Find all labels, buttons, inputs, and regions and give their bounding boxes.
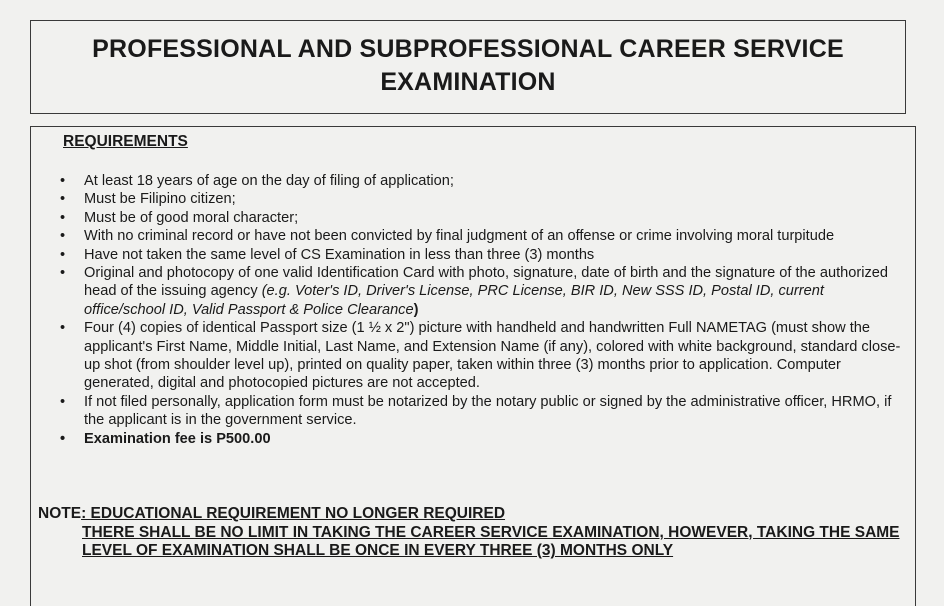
bullet-icon: • (60, 265, 66, 282)
note-label: NOTE (38, 505, 82, 522)
list-item: • Four (4) copies of identical Passport size (1 ½ x 2") picture with handheld and handwritten Full NAMETAG (must show the applicant's First Name, Middle Initial, Last Name, and Extension Name (if any), colored with white background, standard close-up shot (from shoulder level up), printed on quality paper, taken within three (3) months prior to application. Computer generated, digital and photocopied pictures are not accepted. (60, 320, 901, 392)
bullet-icon: • (60, 320, 66, 337)
note-line-1: NOTE: EDUCATIONAL REQUIREMENT NO LONGER REQUIRED (38, 505, 506, 522)
note-line-2: THERE SHALL BE NO LIMIT IN TAKING THE CAREER SERVICE EXAMINATION, HOWEVER, TAKING THE SAME LEVEL OF EXAMINATION SHALL BE ONCE IN EVERY THREE (3) MONTHS ONLY (82, 523, 900, 559)
page-title-line-2: EXAMINATION (380, 68, 556, 96)
page-title-line-1: PROFESSIONAL AND SUBPROFESSIONAL CAREER SERVICE (92, 35, 844, 63)
id-examples: (e.g. Voter's ID, Driver's License, PRC License, BIR ID, New SSS ID, Postal ID, current office/school ID, Valid Passport & Police Clearance (84, 283, 824, 318)
list-item: • Must be of good moral character; (60, 209, 299, 226)
bullet-icon: • (60, 191, 66, 208)
bullet-icon: • (60, 246, 66, 263)
bullet-icon: • (60, 209, 66, 226)
bullet-icon: • (60, 173, 66, 189)
requirements-heading: REQUIREMENTS (63, 133, 188, 150)
list-item: • With no criminal record or have not been convicted by final judgment of an offense or crime involving moral turpitude (60, 228, 835, 245)
list-item: • At least 18 years of age on the day of filing of application; (60, 173, 454, 189)
list-item: • Have not taken the same level of CS Examination in less than three (3) months (60, 246, 595, 263)
list-item-id-card: • Original and photocopy of one valid Identification Card with photo, signature, date of birth and the signature of the authorized head of the issuing agency (e.g. Voter's ID, Driver's License, PRC License, BIR ID, New SSS ID, Postal ID, current office/school ID, Valid Passport & Police Clearance) (60, 265, 888, 318)
bullet-icon: • (60, 393, 66, 410)
list-item: • Must be Filipino citizen; (60, 191, 236, 208)
list-item-exam-fee: • Examination fee is P500.00 (60, 430, 271, 447)
bullet-icon: • (60, 430, 66, 447)
note-section (38, 505, 908, 561)
title-box (30, 20, 906, 114)
requirements-list (58, 172, 904, 448)
bullet-icon: • (60, 228, 66, 245)
list-item: • If not filed personally, application form must be notarized by the notary public or signed by the administrative officer, HRMO, if the applicant is in the government service. (60, 393, 892, 429)
